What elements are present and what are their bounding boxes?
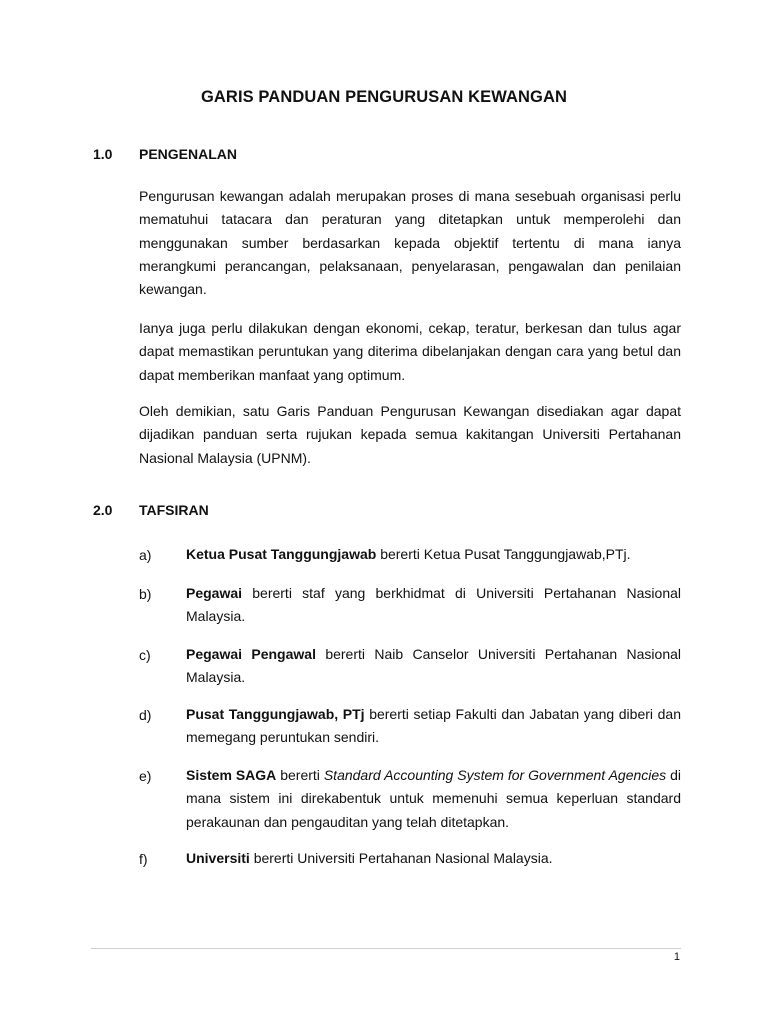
paragraph: Oleh demikian, satu Garis Panduan Pengurusan Kewangan disediakan agar dapat dijadikan panduan serta rujukan kepada semua kakitangan Universiti Pertahanan Nasional Malaysia (UPNM). [139, 403, 681, 466]
definition-item [186, 582, 681, 629]
definition-term: Pegawai Pengawal [186, 646, 316, 662]
definition-text: bererti staf yang berkhidmat di Universiti Pertahanan Nasional Malaysia. [186, 585, 681, 625]
definition-text: bererti Naib Canselor Universiti Pertahanan Nasional Malaysia. [186, 646, 682, 686]
definition-item [186, 764, 681, 834]
definition-item [186, 643, 681, 690]
definition-item [186, 703, 681, 750]
definition-item [186, 543, 681, 566]
section-title: TAFSIRAN [139, 502, 209, 518]
section-title: PENGENALAN [139, 146, 238, 162]
section-number: 1.0 [93, 146, 113, 162]
definition-text: bererti [276, 767, 324, 783]
definition-text: bererti Ketua Pusat Tanggungjawab,PTj. [376, 546, 631, 562]
definition-letter: a) [139, 547, 152, 563]
definition-term: Ketua Pusat Tanggungjawab [186, 546, 377, 562]
footer-divider [91, 948, 681, 949]
document-title: GARIS PANDUAN PENGURUSAN KEWANGAN [200, 88, 567, 106]
definition-term: Pusat Tanggungjawab, PTj [186, 706, 365, 722]
definition-text: bererti setiap Fakulti dan Jabatan yang diberi dan memegang peruntukan sendiri. [186, 706, 681, 746]
definition-letter: c) [139, 647, 151, 663]
section-number: 2.0 [93, 502, 113, 518]
definition-text: bererti Universiti Pertahanan Nasional Malaysia. [249, 850, 553, 866]
definition-letter: e) [139, 768, 152, 784]
definition-text: di mana sistem ini direkabentuk untuk memenuhi semua keperluan standard perakaunan dan pengauditan yang telah ditetapkan. [186, 767, 682, 830]
definition-letter: b) [139, 586, 152, 602]
paragraph: Pengurusan kewangan adalah merupakan proses di mana sesebuah organisasi perlu mematuhui tatacara dan peraturan yang ditetapkan untuk memperolehi dan menggunakan sumber berdasarkan kepada objektif tertentu di mana ianya merangkumi perancangan, pelaksanaan, penyelarasan, pengawalan dan penilaian kewangan. [139, 188, 681, 298]
definition-term: Sistem SAGA [186, 767, 277, 783]
definition-item [186, 847, 681, 870]
definition-term: Universiti [186, 850, 250, 866]
definition-letter: d) [139, 707, 152, 723]
definition-letter: f) [139, 851, 148, 867]
definition-italic-text: Standard Accounting System for Government Agencies [323, 767, 667, 783]
paragraph: Ianya juga perlu dilakukan dengan ekonomi, cekap, teratur, berkesan dan tulus agar dapat memastikan peruntukan yang diterima dibelanjakan dengan cara yang betul dan dapat memberikan manfaat yang optimum. [139, 320, 681, 383]
page-number: 1 [673, 951, 680, 963]
definition-term: Pegawai [186, 585, 243, 601]
